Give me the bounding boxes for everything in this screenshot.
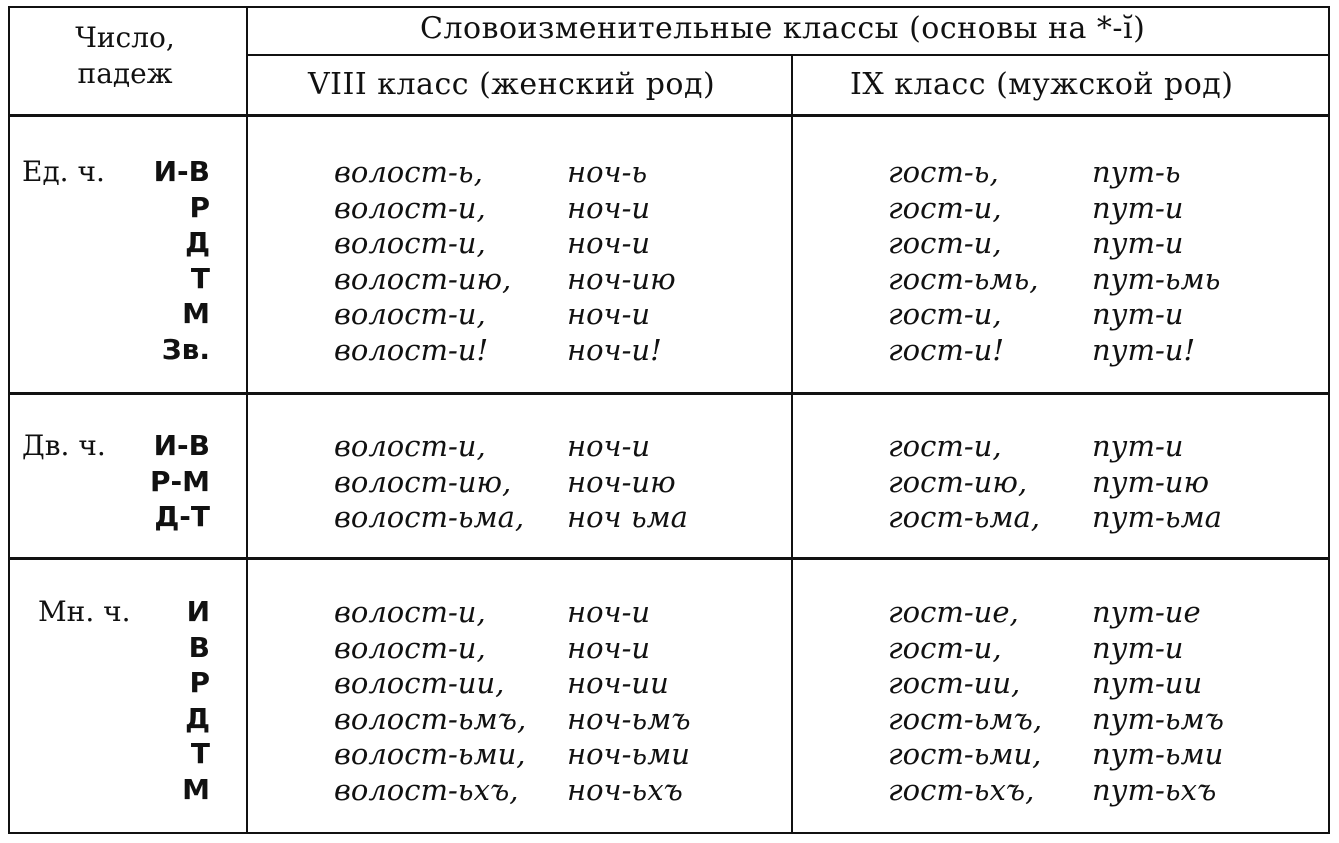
form-masculine-1: гост-и! bbox=[888, 333, 1004, 367]
form-feminine-1: волост-ьмъ, bbox=[334, 702, 527, 736]
form-masculine-2: пут-ии bbox=[1092, 666, 1203, 700]
form-masculine-2: пут-и bbox=[1092, 297, 1184, 331]
form-feminine-1: волост-ии, bbox=[334, 666, 505, 700]
left-border bbox=[8, 6, 10, 834]
header-inner-divider bbox=[247, 54, 1330, 56]
form-masculine-1: гост-ь, bbox=[888, 155, 999, 189]
form-masculine-2: пут-ьми bbox=[1092, 737, 1224, 771]
bottom-border bbox=[8, 832, 1330, 834]
case-label: Р bbox=[189, 191, 210, 224]
form-masculine-2: пут-и bbox=[1092, 226, 1184, 260]
case-label: И bbox=[186, 595, 210, 628]
header-case-label: падеж bbox=[77, 57, 173, 90]
form-masculine-1: гост-ьмъ, bbox=[888, 702, 1043, 736]
form-feminine-2: ноч-и bbox=[567, 595, 651, 629]
form-feminine-2: ноч-и bbox=[567, 429, 651, 463]
header-classes-title: Словоизменительные классы (основы на *-ĭ) bbox=[420, 11, 1146, 46]
case-label: Т bbox=[190, 262, 210, 295]
form-masculine-2: пут-ию bbox=[1092, 465, 1210, 499]
number-label: Ед. ч. bbox=[22, 155, 105, 188]
form-feminine-2: ноч-ь bbox=[567, 155, 648, 189]
form-feminine-1: волост-и, bbox=[334, 429, 486, 463]
column-divider-case bbox=[246, 6, 248, 834]
form-feminine-2: ноч-ьхъ bbox=[567, 773, 683, 807]
form-feminine-1: волост-ию, bbox=[334, 465, 512, 499]
form-masculine-1: гост-ию, bbox=[888, 465, 1028, 499]
form-feminine-1: волост-ь, bbox=[334, 155, 483, 189]
header-class-8: VIII класс (женский род) bbox=[308, 67, 716, 102]
form-masculine-2: пут-и bbox=[1092, 631, 1184, 665]
form-masculine-1: гост-ьми, bbox=[888, 737, 1042, 771]
form-feminine-1: волост-и, bbox=[334, 595, 486, 629]
form-feminine-1: волост-и! bbox=[334, 333, 489, 367]
form-feminine-2: ноч-и bbox=[567, 297, 651, 331]
form-masculine-2: пут-ь bbox=[1092, 155, 1181, 189]
section-divider-1 bbox=[8, 392, 1330, 395]
case-label: В bbox=[188, 631, 210, 664]
form-feminine-1: волост-и, bbox=[334, 226, 486, 260]
case-label: М bbox=[182, 773, 210, 806]
case-label: Д-Т bbox=[154, 500, 210, 533]
form-masculine-1: гост-ьмь, bbox=[888, 262, 1039, 296]
form-feminine-1: волост-ьми, bbox=[334, 737, 526, 771]
form-feminine-1: волост-и, bbox=[334, 191, 486, 225]
form-feminine-1: волост-ию, bbox=[334, 262, 512, 296]
form-masculine-2: пут-ьмь bbox=[1092, 262, 1221, 296]
case-label: Р bbox=[189, 666, 210, 699]
form-feminine-2: ноч-и! bbox=[567, 333, 662, 367]
form-masculine-1: гост-и, bbox=[888, 191, 1002, 225]
form-feminine-2: ноч-ьми bbox=[567, 737, 690, 771]
case-label: Зв. bbox=[161, 333, 210, 366]
form-feminine-1: волост-и, bbox=[334, 297, 486, 331]
number-label: Мн. ч. bbox=[38, 595, 131, 628]
case-label: И-В bbox=[153, 429, 210, 462]
form-masculine-2: пут-и! bbox=[1092, 333, 1196, 367]
column-divider-class bbox=[791, 56, 793, 834]
form-feminine-2: ноч-ию bbox=[567, 465, 676, 499]
number-label: Дв. ч. bbox=[22, 429, 106, 462]
form-feminine-1: волост-ьма, bbox=[334, 500, 525, 534]
form-masculine-2: пут-ьма bbox=[1092, 500, 1222, 534]
form-masculine-1: гост-и, bbox=[888, 226, 1002, 260]
form-masculine-1: гост-и, bbox=[888, 297, 1002, 331]
header-number-label: Число, bbox=[75, 21, 175, 54]
form-masculine-1: гост-ии, bbox=[888, 666, 1021, 700]
case-label: И-В bbox=[153, 155, 210, 188]
form-feminine-2: ноч-ьмъ bbox=[567, 702, 691, 736]
form-feminine-1: волост-ьхъ, bbox=[334, 773, 519, 807]
form-masculine-2: пут-ьхъ bbox=[1092, 773, 1217, 807]
form-masculine-1: гост-ьхъ, bbox=[888, 773, 1035, 807]
case-label: Т bbox=[190, 737, 210, 770]
case-label: Д bbox=[185, 226, 210, 259]
header-bottom-border bbox=[8, 114, 1330, 117]
form-masculine-2: пут-и bbox=[1092, 429, 1184, 463]
top-border bbox=[8, 6, 1330, 8]
form-masculine-1: гост-ие, bbox=[888, 595, 1019, 629]
form-feminine-2: ноч ьма bbox=[567, 500, 688, 534]
case-label: М bbox=[182, 297, 210, 330]
form-masculine-1: гост-и, bbox=[888, 429, 1002, 463]
form-feminine-2: ноч-и bbox=[567, 226, 651, 260]
form-feminine-1: волост-и, bbox=[334, 631, 486, 665]
form-masculine-2: пут-ие bbox=[1092, 595, 1201, 629]
right-border bbox=[1328, 6, 1330, 834]
header-class-9: IX класс (мужской род) bbox=[850, 67, 1234, 102]
form-feminine-2: ноч-ию bbox=[567, 262, 676, 296]
form-masculine-1: гост-и, bbox=[888, 631, 1002, 665]
form-feminine-2: ноч-и bbox=[567, 191, 651, 225]
case-label: Д bbox=[185, 702, 210, 735]
form-masculine-2: пут-и bbox=[1092, 191, 1184, 225]
case-label: Р-М bbox=[149, 465, 210, 498]
form-masculine-1: гост-ьма, bbox=[888, 500, 1040, 534]
form-masculine-2: пут-ьмъ bbox=[1092, 702, 1224, 736]
section-divider-2 bbox=[8, 557, 1330, 560]
form-feminine-2: ноч-ии bbox=[567, 666, 669, 700]
form-feminine-2: ноч-и bbox=[567, 631, 651, 665]
